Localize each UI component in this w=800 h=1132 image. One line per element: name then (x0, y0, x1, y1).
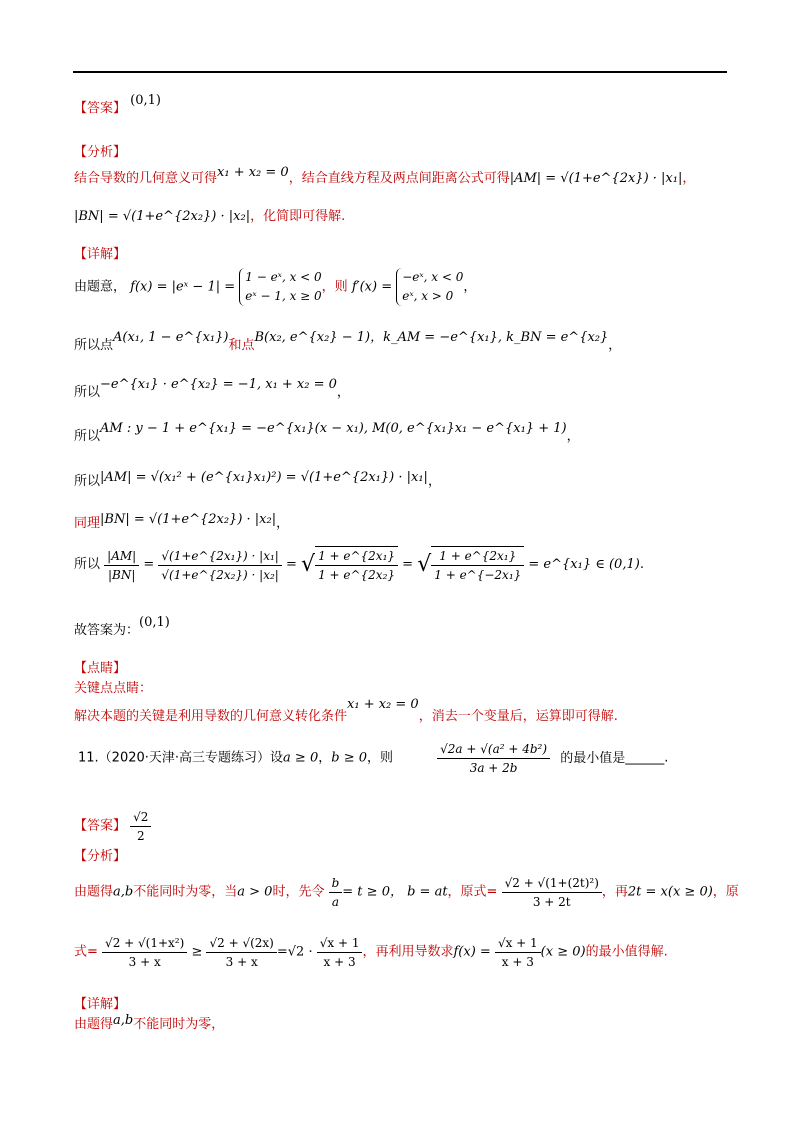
detail-product-line (74, 377, 350, 402)
punctuation: ， (682, 171, 696, 186)
frac-den: 3 + x (128, 955, 161, 969)
detail-text: 所以 (74, 429, 101, 444)
frac-den: 3a + 2b (469, 761, 518, 775)
detail-text: 所以 (74, 385, 101, 400)
frac-den: 3 + 2t (532, 895, 571, 909)
punctuation: ， (463, 279, 477, 295)
detail-bn-length (74, 512, 290, 533)
question-11 (78, 740, 668, 777)
remark-detail-line (74, 697, 618, 726)
remark-text: ，消去一个变量后，运算即可得解. (418, 709, 618, 724)
math-am-expanded: |AM| = √(x₁² + (e^{x₁}x₁)²) = √(1+e^{2x₁}) · |x₁| (100, 470, 428, 485)
answer-blank: ______ (625, 750, 665, 766)
remark-heading (74, 660, 126, 678)
answer-fraction (130, 808, 151, 845)
math-line-am: AM : y − 1 + e^{x₁} = −e^{x₁}(x − x₁), M(0, e^{x₁}x₁ − e^{x₁} + 1) (100, 421, 567, 436)
frac-num: √2 (130, 808, 151, 827)
detail-text: 所以 (74, 557, 101, 572)
detail-tag: 【详解】 (74, 247, 127, 262)
detail-text: 和点 (228, 338, 255, 353)
frac-num: 1 + e^{2x₁} (315, 547, 398, 566)
frac-den: a (331, 895, 340, 909)
header-rule (73, 71, 727, 73)
final-answer-value: (0,1) (139, 615, 170, 630)
answer-tag: 【答案】 (74, 818, 127, 834)
math-sum-zero: x₁ + x₂ = 0 (347, 697, 419, 712)
frac-num: 1 + e^{2x₁} (431, 547, 524, 566)
fraction-under-sqrt-2 (431, 546, 524, 584)
analysis-text: 结合导数的几何意义可得 (74, 171, 218, 186)
math-am-length: |AM| = √(1+e^{2x}) · |x₁| (509, 171, 683, 186)
math-a-pos: a > 0 (237, 884, 273, 900)
analysis-heading-2 (74, 848, 126, 866)
detail-tag: 【详解】 (74, 997, 127, 1012)
frac-den: |BN| (107, 567, 136, 582)
answer-line-2 (74, 808, 151, 845)
sqrt-sign-1: √ (301, 552, 316, 577)
math-slopes: ，k_AM = −e^{x₁}, k_BN = e^{x₂} (370, 330, 609, 345)
detail-text: 由题意， (74, 279, 127, 295)
detail-text: 所以点 (74, 338, 114, 353)
fraction-sqrt-abs (158, 547, 281, 584)
frac-num: √x + 1 (317, 934, 363, 953)
frac-den: x + 3 (501, 955, 534, 969)
frac-num: √2 + √(1+(2t)²) (502, 874, 602, 893)
detail-func-line (74, 268, 476, 306)
punctuation: ， (336, 385, 350, 400)
frac-num: |AM| (104, 547, 139, 566)
math-product: −e^{x₁} · e^{x₂} = −1, x₁ + x₂ = 0 (100, 377, 337, 392)
math-ab: a,b (113, 884, 134, 900)
detail-points-line (74, 330, 622, 355)
punctuation: ， (276, 516, 290, 531)
punctuation: . (639, 557, 644, 572)
answer-tag: 【答案】 (74, 101, 127, 116)
math-f-def: f(x) = |eˣ − 1| = (130, 279, 236, 295)
detail-text: 所以 (74, 474, 101, 489)
fraction-under-sqrt-1 (315, 546, 398, 584)
math-sum-zero: x₁ + x₂ = 0 (217, 165, 289, 180)
fraction-orig-x (102, 934, 187, 971)
detail-text: 不能同时为零， (133, 1017, 225, 1032)
equals-sqrt2: =√2 · (276, 944, 313, 960)
fraction-b-a (329, 874, 343, 911)
analysis-text: ，化简即可得解. (250, 209, 346, 224)
case-f-2: eˣ − 1, x ≥ 0 (245, 289, 322, 303)
case-f-1: 1 − eˣ, x < 0 (245, 270, 322, 284)
frac-num: √(1+e^{2x₁}) · |x₁| (158, 547, 281, 566)
analysis-text: 的最小值得解. (585, 944, 668, 960)
analysis-q11-line-2 (74, 934, 668, 971)
detail-text: 由题得 (74, 1017, 114, 1032)
detail-heading-2 (74, 996, 126, 1014)
math-point-a: A(x₁, 1 − e^{x₁}) (113, 330, 229, 345)
math-domain: (x ≥ 0) (540, 944, 586, 960)
equals: = (402, 557, 414, 572)
frac-num: √2a + √(a² + 4b²) (437, 740, 550, 759)
question-text: ，则 (366, 750, 393, 766)
frac-den: 1 + e^{−2x₁} (434, 568, 522, 582)
punctuation: ， (427, 474, 441, 489)
remark-text: 解决本题的关键是利用导数的几何意义转化条件 (74, 709, 348, 724)
question-text: 11.（2020·天津·高三专题练习）设 (78, 750, 284, 766)
math-b-cond: b ≥ 0 (331, 750, 367, 766)
frac-num: √2 + √(2x) (206, 934, 276, 953)
detail-q11-line-1 (74, 1013, 225, 1034)
fraction-am-bn (104, 547, 139, 584)
frac-den: 2 (136, 829, 145, 843)
equals: = (285, 557, 297, 572)
analysis-q11-line-1 (74, 874, 739, 911)
analysis-text: 时，先令 (272, 884, 325, 900)
math-fprime-def: f′(x) = (351, 279, 393, 295)
detail-am-length (74, 470, 441, 491)
analysis-text: ，再利用导数求 (362, 944, 454, 960)
math-point-b: B(x₂, e^{x₂} − 1) (254, 330, 371, 345)
sqrt-sign-2: √ (417, 552, 432, 577)
punctuation: ， (318, 750, 332, 766)
math-x-sub: 2t = x(x ≥ 0) (627, 884, 713, 900)
detail-ratio-line (74, 546, 644, 584)
analysis-text: ，结合直线方程及两点间距离公式可得 (288, 171, 510, 186)
frac-den: 1 + e^{2x₂} (318, 568, 396, 582)
frac-den: x + 3 (323, 955, 356, 969)
piecewise-fprime (396, 268, 463, 306)
detail-line-am (74, 421, 580, 446)
analysis-text-2 (74, 208, 345, 226)
frac-num: √2 + √(1+x²) (102, 934, 187, 953)
detail-text: 故答案为： (74, 623, 140, 638)
math-fx: f(x) = (453, 944, 491, 960)
analysis-text-1 (74, 165, 696, 188)
math-ratio-result: = e^{x₁} ∈ (0,1) (528, 557, 640, 572)
frac-den: 3 + x (225, 955, 258, 969)
final-answer-line (74, 615, 170, 640)
analysis-tag: 【分析】 (74, 849, 127, 864)
frac-num: √x + 1 (495, 934, 541, 953)
answer-value: (0,1) (130, 93, 161, 108)
analysis-text: 式= (74, 944, 98, 960)
math-a-cond: a ≥ 0 (283, 750, 319, 766)
analysis-text: ，原式= (447, 884, 498, 900)
frac-den: √(1+e^{2x₂}) · |x₂| (161, 567, 279, 582)
detail-text: 同理 (74, 516, 101, 531)
remark-key-line (74, 680, 152, 698)
remark-text: 关键点点睛： (74, 681, 153, 696)
analysis-heading-1 (74, 144, 126, 162)
case-fp-1: −eˣ, x < 0 (402, 270, 464, 284)
question-fraction (437, 740, 550, 777)
analysis-text: ，再 (601, 884, 628, 900)
answer-line-1 (74, 93, 161, 118)
case-fp-2: eˣ, x > 0 (402, 289, 454, 303)
analysis-tag: 【分析】 (74, 145, 127, 160)
detail-text: ，则 (321, 279, 348, 295)
punctuation: ， (566, 429, 580, 444)
analysis-text: 不能同时为零，当 (133, 884, 238, 900)
fraction-bound (206, 934, 276, 971)
frac-num: b (329, 874, 343, 893)
analysis-text: 由题得 (74, 884, 114, 900)
math-bn-length: |BN| = √(1+e^{2x₂}) · |x₂| (74, 209, 251, 224)
remark-tag: 【点睛】 (74, 661, 127, 676)
equals: = (143, 557, 155, 572)
geq: ≥ (191, 944, 203, 960)
punctuation: . (664, 750, 669, 766)
math-substitution: = t ≥ 0， b = at (342, 884, 448, 900)
piecewise-f (239, 268, 321, 306)
fraction-fx (495, 934, 541, 971)
detail-heading-1 (74, 246, 126, 264)
fraction-original-t (502, 874, 602, 911)
question-text: 的最小值是 (560, 750, 626, 766)
math-ab: a,b (113, 1013, 134, 1028)
math-bn-expanded: |BN| = √(1+e^{2x₂}) · |x₂| (100, 512, 277, 527)
fraction-sqrtx (317, 934, 363, 971)
punctuation: ， (608, 338, 622, 353)
analysis-text: ，原 (712, 884, 739, 900)
